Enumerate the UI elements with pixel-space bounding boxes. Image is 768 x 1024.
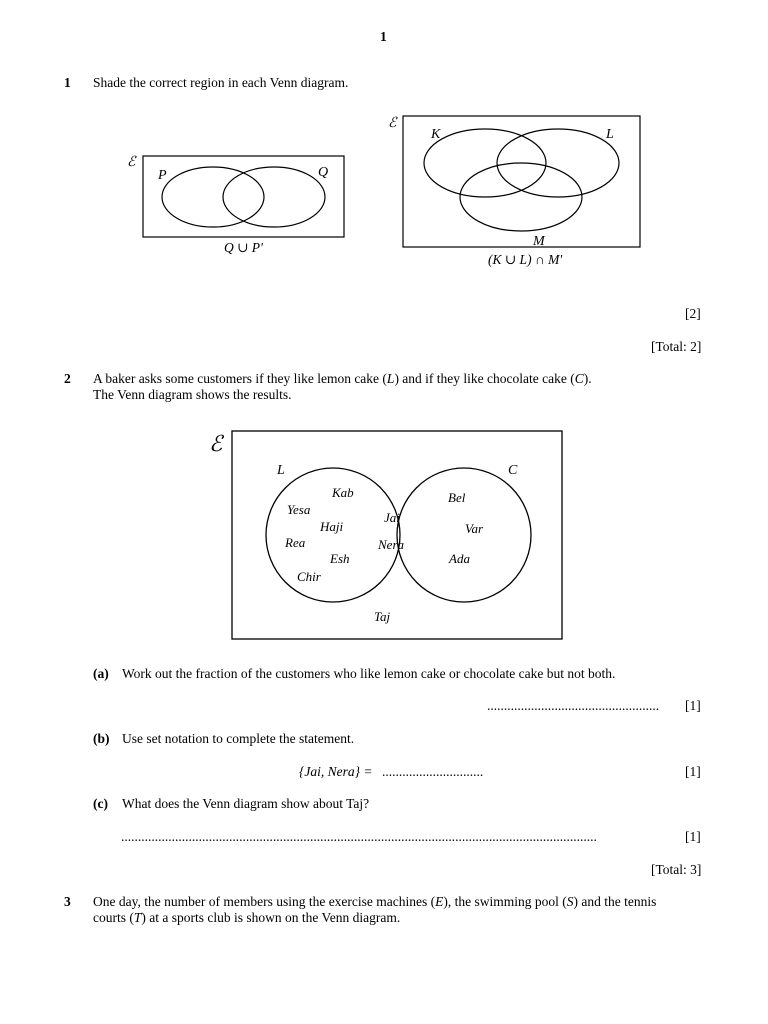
q3-number: 3 [64, 894, 71, 909]
name-esh: Esh [330, 551, 350, 566]
q1-diagram1-caption: Q ∪ P' [224, 240, 263, 255]
set-k-label: K [431, 127, 441, 142]
q2c-answer-line[interactable]: ............................................................................................................................................. [121, 829, 597, 844]
q2-intro-line2: The Venn diagram shows the results. [93, 387, 292, 402]
universal-symbol: ℰ [209, 431, 223, 456]
q2b-answer-line[interactable]: .............................. [382, 764, 484, 779]
q1-marks: [2] [685, 306, 701, 321]
q3-intro-line2: courts (T) at a sports club is shown on the Venn diagram. [93, 910, 401, 925]
q2c-marks: [1] [685, 829, 701, 844]
name-rea: Rea [285, 535, 306, 550]
name-haji: Haji [320, 519, 344, 534]
name-yesa: Yesa [287, 502, 311, 517]
set-q-label: Q [318, 165, 329, 180]
name-jai: Jai [384, 510, 400, 525]
q1-diagram2-caption: (K ∪ L) ∩ M' [488, 252, 563, 267]
name-chir: Chir [297, 569, 321, 584]
q3-intro-line1: One day, the number of members using the exercise machines (E), the swimming pool (S) and the tennis [93, 894, 657, 909]
universal-symbol: ℰ [127, 155, 136, 170]
name-taj: Taj [374, 609, 391, 624]
set-m-label: M [533, 234, 545, 249]
q2b-marks: [1] [685, 764, 701, 779]
q2b-label: (b) [93, 731, 110, 746]
q1-venn-diagram-2[interactable] [388, 116, 640, 249]
q1-number: 1 [64, 75, 71, 90]
q2a-label: (a) [93, 666, 109, 681]
name-kab: Kab [332, 485, 354, 500]
set-c-label: C [508, 463, 518, 478]
set-l-label: L [277, 463, 285, 478]
q2a-answer-line[interactable]: ................................................... [487, 698, 660, 713]
page-number: 1 [380, 29, 387, 44]
q2a-text: Work out the fraction of the customers who like lemon cake or chocolate cake but not both. [122, 666, 616, 681]
q1-total: [Total: 2] [651, 339, 702, 354]
q2b-statement: {Jai, Nera} = [299, 764, 373, 779]
set-p-ellipse [162, 167, 264, 227]
name-nera: Nera [378, 537, 404, 552]
q2-intro-line1: A baker asks some customers if they like lemon cake (L) and if they like chocolate cake (C). [93, 371, 592, 386]
q2c-text: What does the Venn diagram show about Taj? [122, 796, 370, 811]
q2a-marks: [1] [685, 698, 701, 713]
set-q-ellipse [223, 167, 325, 227]
set-c-circle [397, 468, 531, 602]
universal-set-box [143, 156, 344, 237]
q2b-text: Use set notation to complete the statement. [122, 731, 355, 746]
set-p-label: P [158, 168, 167, 183]
q2c-label: (c) [93, 796, 108, 811]
q1-prompt: Shade the correct region in each Venn diagram. [93, 75, 349, 90]
universal-symbol: ℰ [388, 116, 397, 131]
q2-number: 2 [64, 371, 71, 386]
name-bel: Bel [448, 490, 466, 505]
name-ada: Ada [449, 551, 470, 566]
q1-venn-diagram-1[interactable] [127, 155, 344, 237]
set-l-label: L [606, 127, 614, 142]
q2-venn-diagram [209, 431, 562, 639]
name-var: Var [465, 521, 484, 536]
q2-total: [Total: 3] [651, 862, 702, 877]
